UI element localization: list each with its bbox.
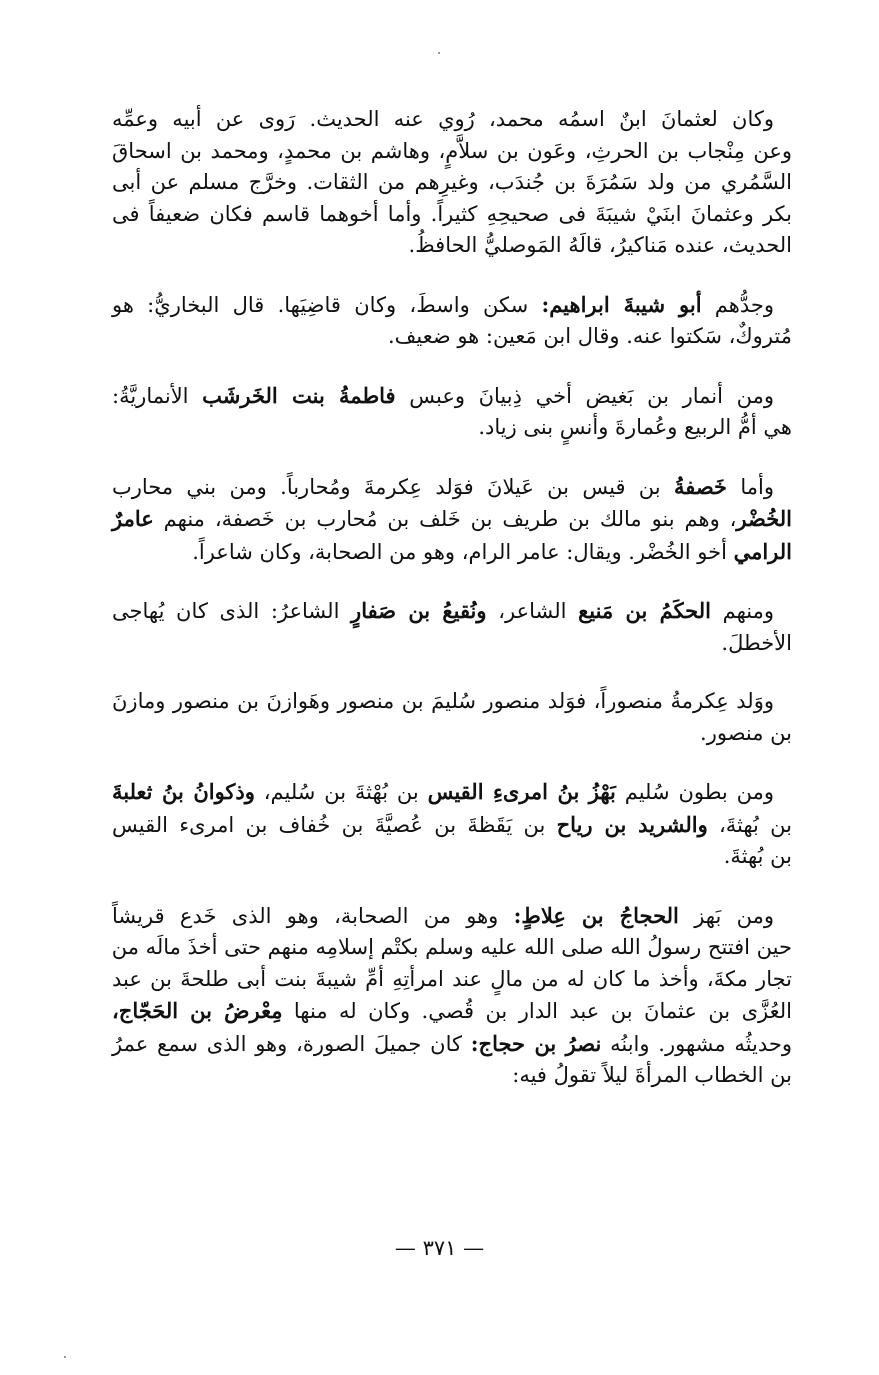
- text-line: [112, 595, 792, 628]
- text-line: [112, 136, 792, 168]
- bold-name: الخُضْر: [736, 506, 792, 531]
- page-number: — ٣٧١ —: [394, 1236, 485, 1260]
- text-segment: بن قيس بن عَيلانَ فوَلد عِكرمةَ ومُحارباً. ومن بني محارب: [112, 474, 674, 499]
- page-text-block: [112, 104, 792, 1119]
- bold-name: والشريد بن رياح: [556, 811, 708, 837]
- text-segment: وعن مِنْجاب بن الحرثِ، وعَون بن سلاَّمٍ، وهاشم بن محمدٍ، ومحمد بن اسحاقَ: [112, 138, 792, 163]
- text-segment: وجدُّهم: [701, 292, 775, 317]
- margin-dot: [438, 52, 440, 54]
- bold-name: فاطمةُ بنت الخَرشَب: [202, 382, 396, 408]
- bold-name: أبو شيبةَ ابراهيم:: [541, 291, 702, 317]
- bold-name: وذكوانُ بنُ ثعلبةَ: [112, 779, 255, 804]
- text-segment: أخو الخُضْر. ويقال: عامر الرام، وهو من الصحابة، وكان شاعراً.: [192, 539, 734, 564]
- text-line: [112, 380, 792, 413]
- text-segment: ومنهم: [710, 599, 774, 623]
- text-line: [112, 471, 792, 504]
- paragraph: [112, 900, 792, 1092]
- text-segment: بن بُهثةَ.: [723, 844, 792, 868]
- text-line: [112, 809, 792, 842]
- text-line: [112, 776, 792, 809]
- text-line: [112, 628, 792, 660]
- bold-name: بَهْزُ بنُ امرىءِ القيس: [427, 779, 616, 804]
- text-segment: بن بُهْثةَ بن سُليم،: [254, 780, 428, 804]
- margin-dot: [64, 1356, 66, 1358]
- text-segment: ومن بَهز: [678, 903, 775, 928]
- text-line: [112, 536, 792, 569]
- text-segment: تجار مكةَ، وأخذ ما كان له من مالٍ عند امرأتِهِ أمِّ شيبةَ بنت أبى طلحةَ بن عبد: [112, 966, 792, 991]
- text-line: [112, 900, 792, 933]
- text-segment: وكان لعثمانَ ابنٌ اسمُه محمد، رُوي عنه الحديث. رَوى عن أبيه وعمِّه: [112, 107, 774, 131]
- text-segment: العُزَّى بن عثمانَ بن عبد الدار بن قُصي. وكان له منها: [282, 999, 792, 1023]
- text-line: [112, 199, 792, 231]
- text-segment: بن بُهثةَ،: [707, 812, 792, 837]
- text-segment: بن منصور.: [700, 720, 792, 745]
- bold-name: الرامي: [733, 538, 792, 564]
- bold-name: عامرٌ: [112, 506, 154, 531]
- paragraph: [112, 380, 792, 444]
- paragraph: [112, 289, 792, 353]
- text-segment: الحديث، عنده مَناكيرُ، قالَهُ المَوصليُّ الحافظُ.: [408, 233, 792, 257]
- text-segment: كان جميلَ الصورة، وهو الذى سمع عمرُ: [112, 1031, 471, 1056]
- text-segment: بكر وعثمانَ ابنَيْ شيبَةَ فى صحيحِهِ كثيراً. وأما أخوهما قاسم فكان ضعيفاً فى: [112, 201, 792, 226]
- text-segment: ، وهم بنو مالك بن طريف بن خَلف بن مُحارب بن خَصفة، منهم: [153, 507, 737, 531]
- text-line: [112, 718, 792, 750]
- text-segment: وأما: [727, 474, 774, 499]
- text-segment: السَّمُري من ولد سَمُرَةَ بن جُندَب، وغيرِهم من الثقات. وخرَّج مسلم عن أبى: [112, 170, 792, 194]
- text-segment: ومن أنمار بن بَغيض أخي ذِبيانَ وعبس: [395, 383, 774, 408]
- text-line: [112, 230, 792, 262]
- paragraph: [112, 686, 792, 749]
- text-segment: بن يَقَظةَ بن عُصيَّةَ بن خُفاف بن امرىء القيس: [112, 812, 557, 837]
- text-segment: ووَلد عِكرمةُ منصوراً، فوَلد منصور سُليمَ بن منصور وهَوازنَ بن منصور ومازنَ: [112, 689, 774, 713]
- text-line: [112, 995, 792, 1028]
- text-segment: ومن بطون سُليم: [615, 780, 774, 804]
- text-segment: وحديثُه مشهور. وابنُه: [601, 1031, 792, 1056]
- text-line: [112, 841, 792, 873]
- bold-name: الحجاجُ بن عِلاطٍ:: [513, 902, 679, 928]
- text-line: [112, 503, 792, 536]
- text-line: [112, 289, 792, 322]
- text-segment: مُتروكٌ، سَكتوا عنه. وقال ابن مَعين: هو ضعيف.: [387, 324, 792, 348]
- text-line: [112, 686, 792, 718]
- text-segment: حين افتتح رسولُ الله صلى الله عليه وسلم بكتْم إسلامِه منهم حتى أخذَ مالَه من: [111, 935, 792, 959]
- text-line: [112, 104, 792, 136]
- bold-name: خَصفةُ: [673, 473, 728, 499]
- text-segment: بن الخطاب المرأةَ ليلاً تقولُ فيه:: [512, 1063, 792, 1087]
- text-segment: الأخطلَ.: [721, 630, 792, 655]
- bold-name: مِعْرضُ بن الحَجّاج،: [112, 998, 283, 1023]
- text-segment: الأنماريَّةُ:: [112, 383, 203, 408]
- bold-name: نصرُ بن حجاج:: [470, 1030, 602, 1056]
- bold-name: الحكَمُ بن مَنيع: [578, 598, 711, 623]
- text-line: [112, 167, 792, 199]
- paragraph: [112, 471, 792, 569]
- text-segment: هي أمُّ الربيع وعُمارةَ وأنسٍ بنى زياد.: [478, 415, 792, 439]
- text-line: [112, 321, 792, 353]
- text-segment: الشاعرُ: الذى كان يُهاجى: [112, 599, 352, 623]
- text-line: [112, 412, 792, 444]
- text-segment: سكن واسطَ، وكان قاضِيَها. قال البخاريُّ: هو: [112, 292, 542, 317]
- paragraph: [112, 595, 792, 659]
- paragraph: [112, 104, 792, 262]
- text-line: [112, 1028, 792, 1061]
- text-line: [112, 932, 792, 964]
- text-segment: الشاعر،: [486, 599, 579, 623]
- paragraph: [112, 776, 792, 873]
- text-line: [112, 1060, 792, 1092]
- text-line: [112, 964, 792, 996]
- bold-name: ونُقيعُ بن صَفارٍ: [351, 598, 487, 623]
- text-segment: وهو من الصحابة، وهو الذى خَدع قريشاً: [112, 903, 514, 928]
